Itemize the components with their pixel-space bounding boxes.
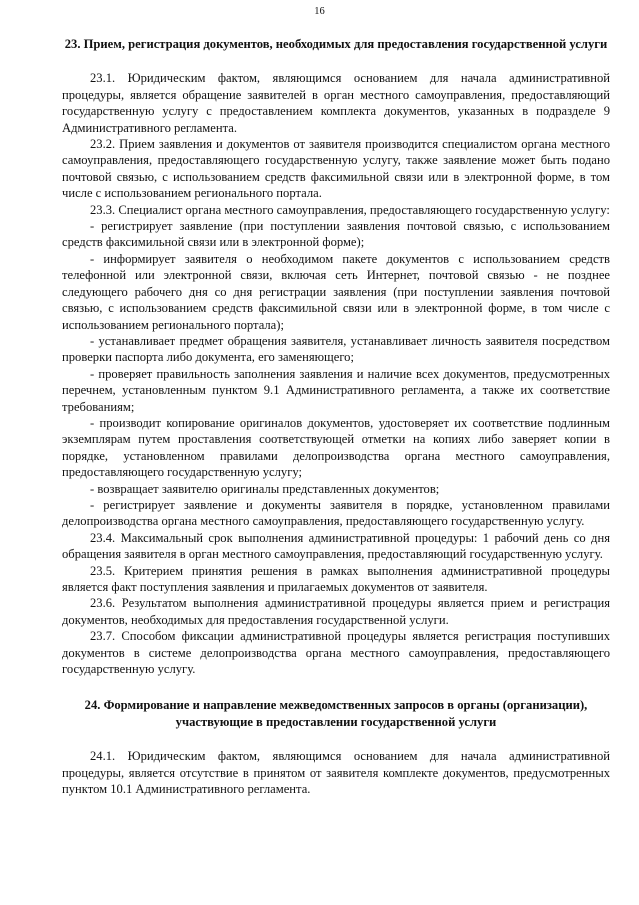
- page-number: 16: [314, 6, 325, 17]
- list-item-inform: - информирует заявителя о необходимом пакете документов с использованием средств телефонной или электронной связи, включая сеть Интернет, почтовой связью - не позднее следующего рабочего дня со дня регистрации заявления (при поступлении заявления почтовой связью, с использованием средств факсимильной связи или в электронной форме, в том числе с использованием регионального портала);: [62, 251, 610, 332]
- list-item-copy: - производит копирование оригиналов документов, удостоверяет их соответствие подлинным экземплярам путем проставления соответствующей отметки на копиях либо заверяет копии в порядке, установленном правилами делопроизводства органа местного самоуправления, предоставляющего государственную услугу;: [62, 415, 610, 480]
- list-item-identify: - устанавливает предмет обращения заявителя, устанавливает личность заявителя посредством проверки паспорта либо документа, его заменяющего;: [62, 333, 610, 365]
- paragraph-23-1: 23.1. Юридическим фактом, являющимся основанием для начала административной процедуры, является обращение заявителей в орган местного самоуправления, предоставляющий государственную услугу с предоставлением комплекта документов, указанных в подразделе 9 Административного регламента.: [62, 71, 610, 135]
- document-body: [62, 36, 610, 797]
- section-23-body: [62, 70, 610, 677]
- paragraph-23-6: 23.6. Результатом выполнения административной процедуры является прием и регистрация документов, необходимых для предоставления государственной услуги.: [62, 596, 610, 627]
- list-item-return: - возвращает заявителю оригиналы представленных документов;: [90, 481, 440, 496]
- paragraph-23-4: 23.4. Максимальный срок выполнения административной процедуры: 1 рабочий день со дня обращения заявителя в орган местного самоуправления, предоставляющий государственную услугу.: [62, 530, 610, 562]
- paragraph-23-5: 23.5. Критерием принятия решения в рамках выполнения административной процедуры является факт поступления заявления и прилагаемых документов от заявителя.: [62, 563, 610, 594]
- paragraph-24-1: 24.1. Юридическим фактом, являющимся основанием для начала административной процедуры, является отсутствие в принятом от заявителя комплекте документов, предусмотренных пунктом 10.1 Административного регламента.: [62, 749, 610, 797]
- paragraph-23-7: 23.7. Способом фиксации административной процедуры является регистрация поступивших документов в системе делопроизводства органа местного самоуправления, предоставляющего государственную услугу.: [62, 629, 610, 677]
- paragraph-23-2: 23.2. Прием заявления и документов от заявителя производится специалистом органа местного самоуправления, предоставляющего государственную услугу, также заявление может быть подано почтовой связью, с использованием средств факсимильной связи или в электронной форме, в том числе с использованием регионального портала.: [62, 137, 610, 201]
- section-24-heading: 24. Формирование и направление межведомственных запросов в органы (организации), участвующие в предоставлении государственной услуги: [84, 698, 588, 729]
- paragraph-23-3: 23.3. Специалист органа местного самоуправления, предоставляющего государственную услугу:: [90, 202, 610, 217]
- section-23-heading: 23. Прием, регистрация документов, необходимых для предоставления государственной услуги: [64, 37, 608, 51]
- section-24-body: [62, 748, 610, 797]
- list-item-check: - проверяет правильность заполнения заявления и наличие всех документов, предусмотренных перечнем, установленным пунктом 9.1 Административного регламента, а также их соответствие требованиям;: [62, 366, 610, 414]
- list-item-register-docs: - регистрирует заявление и документы заявителя в порядке, установленном правилами делопроизводства органа местного самоуправления, предоставляющего государственную услугу.: [62, 497, 610, 529]
- list-item-register: - регистрирует заявление (при поступлении заявления почтовой связью, с использованием средств факсимильной связи или в электронной форме);: [62, 219, 610, 250]
